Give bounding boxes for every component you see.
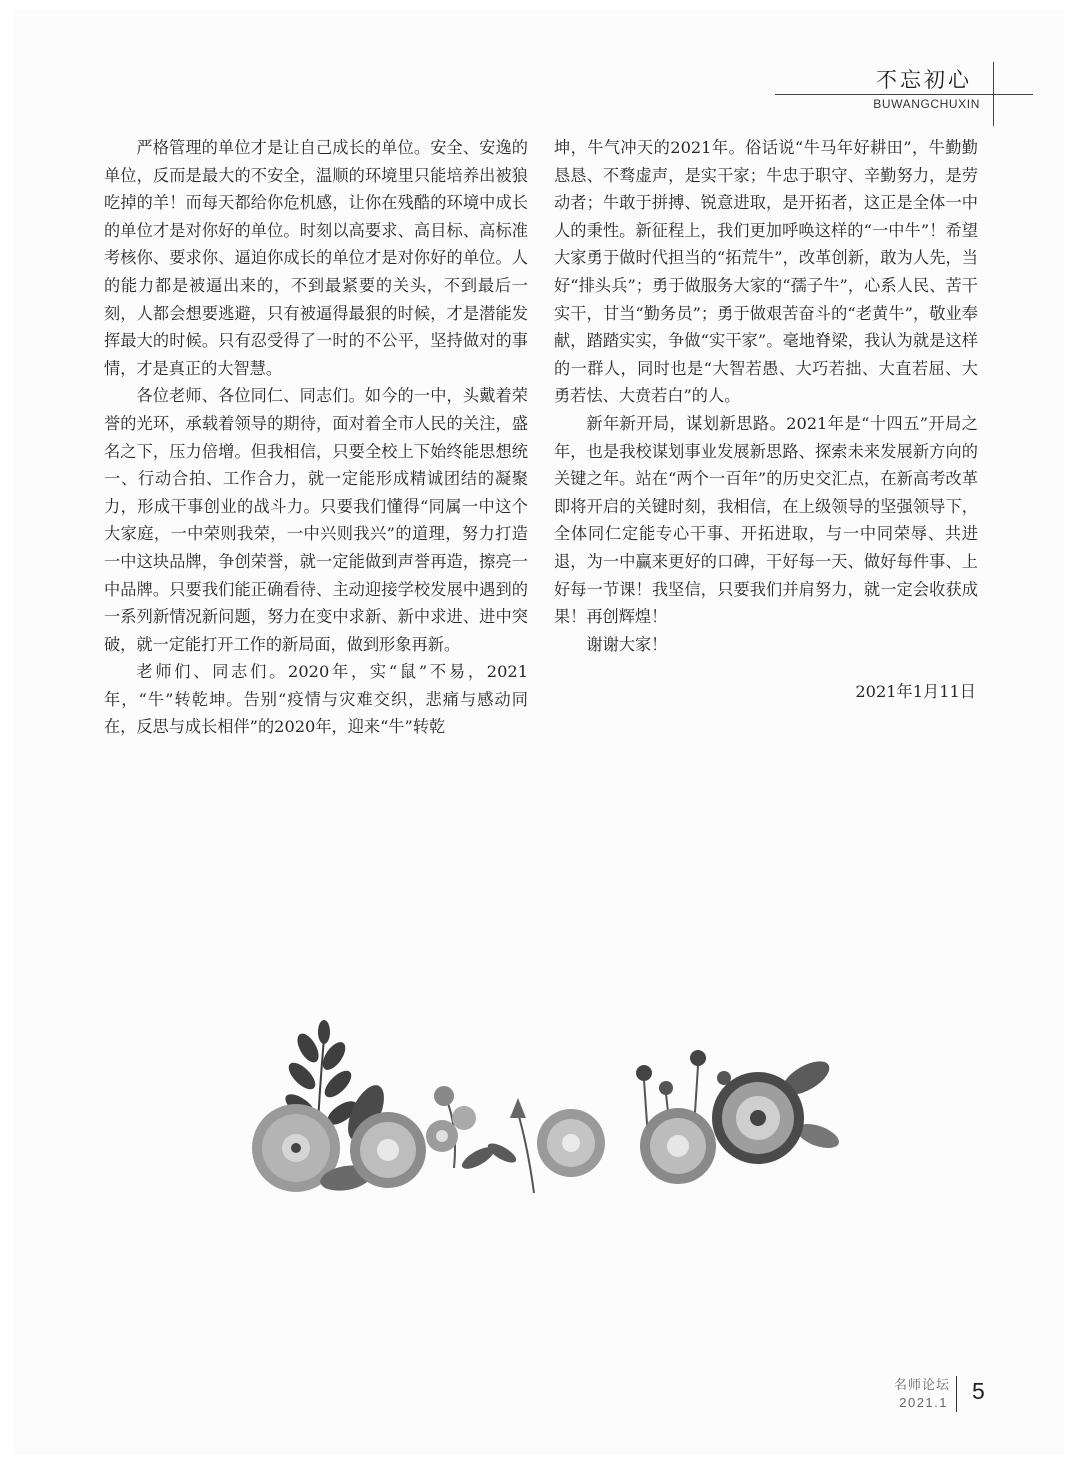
daisy-flower-middle-icon: [537, 1109, 605, 1177]
paragraph-new-year: 老师们、同志们。2020年，实“鼠”不易，2021年，“牛”转乾坤。告别“疫情与灾难交织，悲痛与感动同在，反思与成长相伴”的2020年，迎来“牛”转乾: [104, 662, 528, 737]
paragraph-thanks: 谢谢大家！: [586, 634, 668, 654]
thistle-flower-icon: [485, 1098, 534, 1193]
paragraph-new-plan: 新年新开局，谋划新思路。2021年是“十四五”开局之年，也是我校谋划事业发展新思路、探索未来发展新方向的关键之年。站在“两个一百年”的历史交汇点，在新高考改革即将开启的关键时刻，我相信，在上级领导的坚强领导下，全体同仁定能专心干事、开拓进取，与一中同荣辱、共进退，为一中赢来更好的口碑，干好每一天、做好每件事、上好每一节课！我坚信，只要我们并肩努力，就一定会收获成果！再创辉煌！: [554, 413, 978, 627]
paragraph-ox-spirit: 坤，牛气冲天的2021年。俗话说“牛马年好耕田”，牛勤勤恳恳、不骛虚声，是实干家；牛忠于职守、辛勤努力，是劳动者；牛敢于拼搏、锐意进取，是开拓者，这正是全体一中人的秉性。新征程上，我们更加呼唤这样的“一中牛”！希望大家勇于做时代担当的“拓荒牛”，改革创新，敢为人先，当好“排头兵”；勇于做服务大家的“孺子牛”，心系人民、苦干实干，甘当“勤务员”；勇于做艰苦奋斗的“老黄牛”，敬业奉献，踏踏实实，争做“实干家”。毫地脊梁，我认为就是这样的一群人，同时也是“大智若愚、大巧若拙、大直若屈、大勇若怯、大贲若白”的人。: [554, 138, 978, 406]
page-number: 5: [972, 1378, 985, 1404]
bud-flowers-icon: [426, 1086, 497, 1173]
signoff-date: 2021年1月11日: [855, 682, 976, 702]
paragraph-colleagues: 各位老师、各位同仁、同志们。如今的一中，头戴着荣誉的光环，承载着领导的期待，面对着全市人民的关注，盛名之下，压力倍增。但我相信，只要全校上下始终能思想统一、行动合拍、工作合力，就一定能形成精诚团结的凝聚力，形成干事创业的战斗力。只要我们懂得“同属一中这个大家庭，一中荣则我荣，一中兴则我兴”的道理，努力打造一中这块品牌，争创荣誉，就一定能做到声誉再造，擦亮一中品牌。只要我们能正确看待、主动迎接学校发展中遇到的一系列新情况新问题，努力在变中求新、新中求进、进中突破，就一定能打开工作的新局面，做到形象再新。: [104, 386, 528, 654]
section-pinyin: BUWANGCHUXIN: [873, 97, 980, 111]
header-vertical-rule: [993, 62, 994, 126]
daisy-flower-right-icon: [640, 1108, 716, 1184]
footer-vertical-rule: [956, 1376, 957, 1412]
footer-journal-name: 名师论坛: [893, 1378, 950, 1393]
left-column: [104, 134, 528, 741]
right-column: [554, 134, 978, 706]
footer-issue: 2021.1: [899, 1395, 948, 1410]
header-rule: [775, 94, 1033, 95]
section-title: 不忘初心: [876, 68, 972, 92]
daisy-flower-left-icon: [350, 1112, 426, 1188]
flower-decoration-illustration: [246, 1018, 842, 1206]
paragraph-management: 严格管理的单位才是让自己成长的单位。安全、安逸的单位，反而是最大的不安全，温顺的环境里只能培养出被狼吃掉的羊！而每天都给你危机感，让你在残酷的环境中成长的单位才是对你好的单位。时刻以高要求、高目标、高标准考核你、要求你、逼迫你成长的单位才是对你好的单位。人的能力都是被逼出来的，不到最紧要的关头，不到最后一刻，人都会想要逃避，只有被逼得最狠的时候，才是潜能发挥最大的时候。只有忍受得了一时的不公平，坚持做对的事情，才是真正的大智慧。: [104, 138, 528, 378]
large-flower-right-icon: [712, 1055, 842, 1164]
